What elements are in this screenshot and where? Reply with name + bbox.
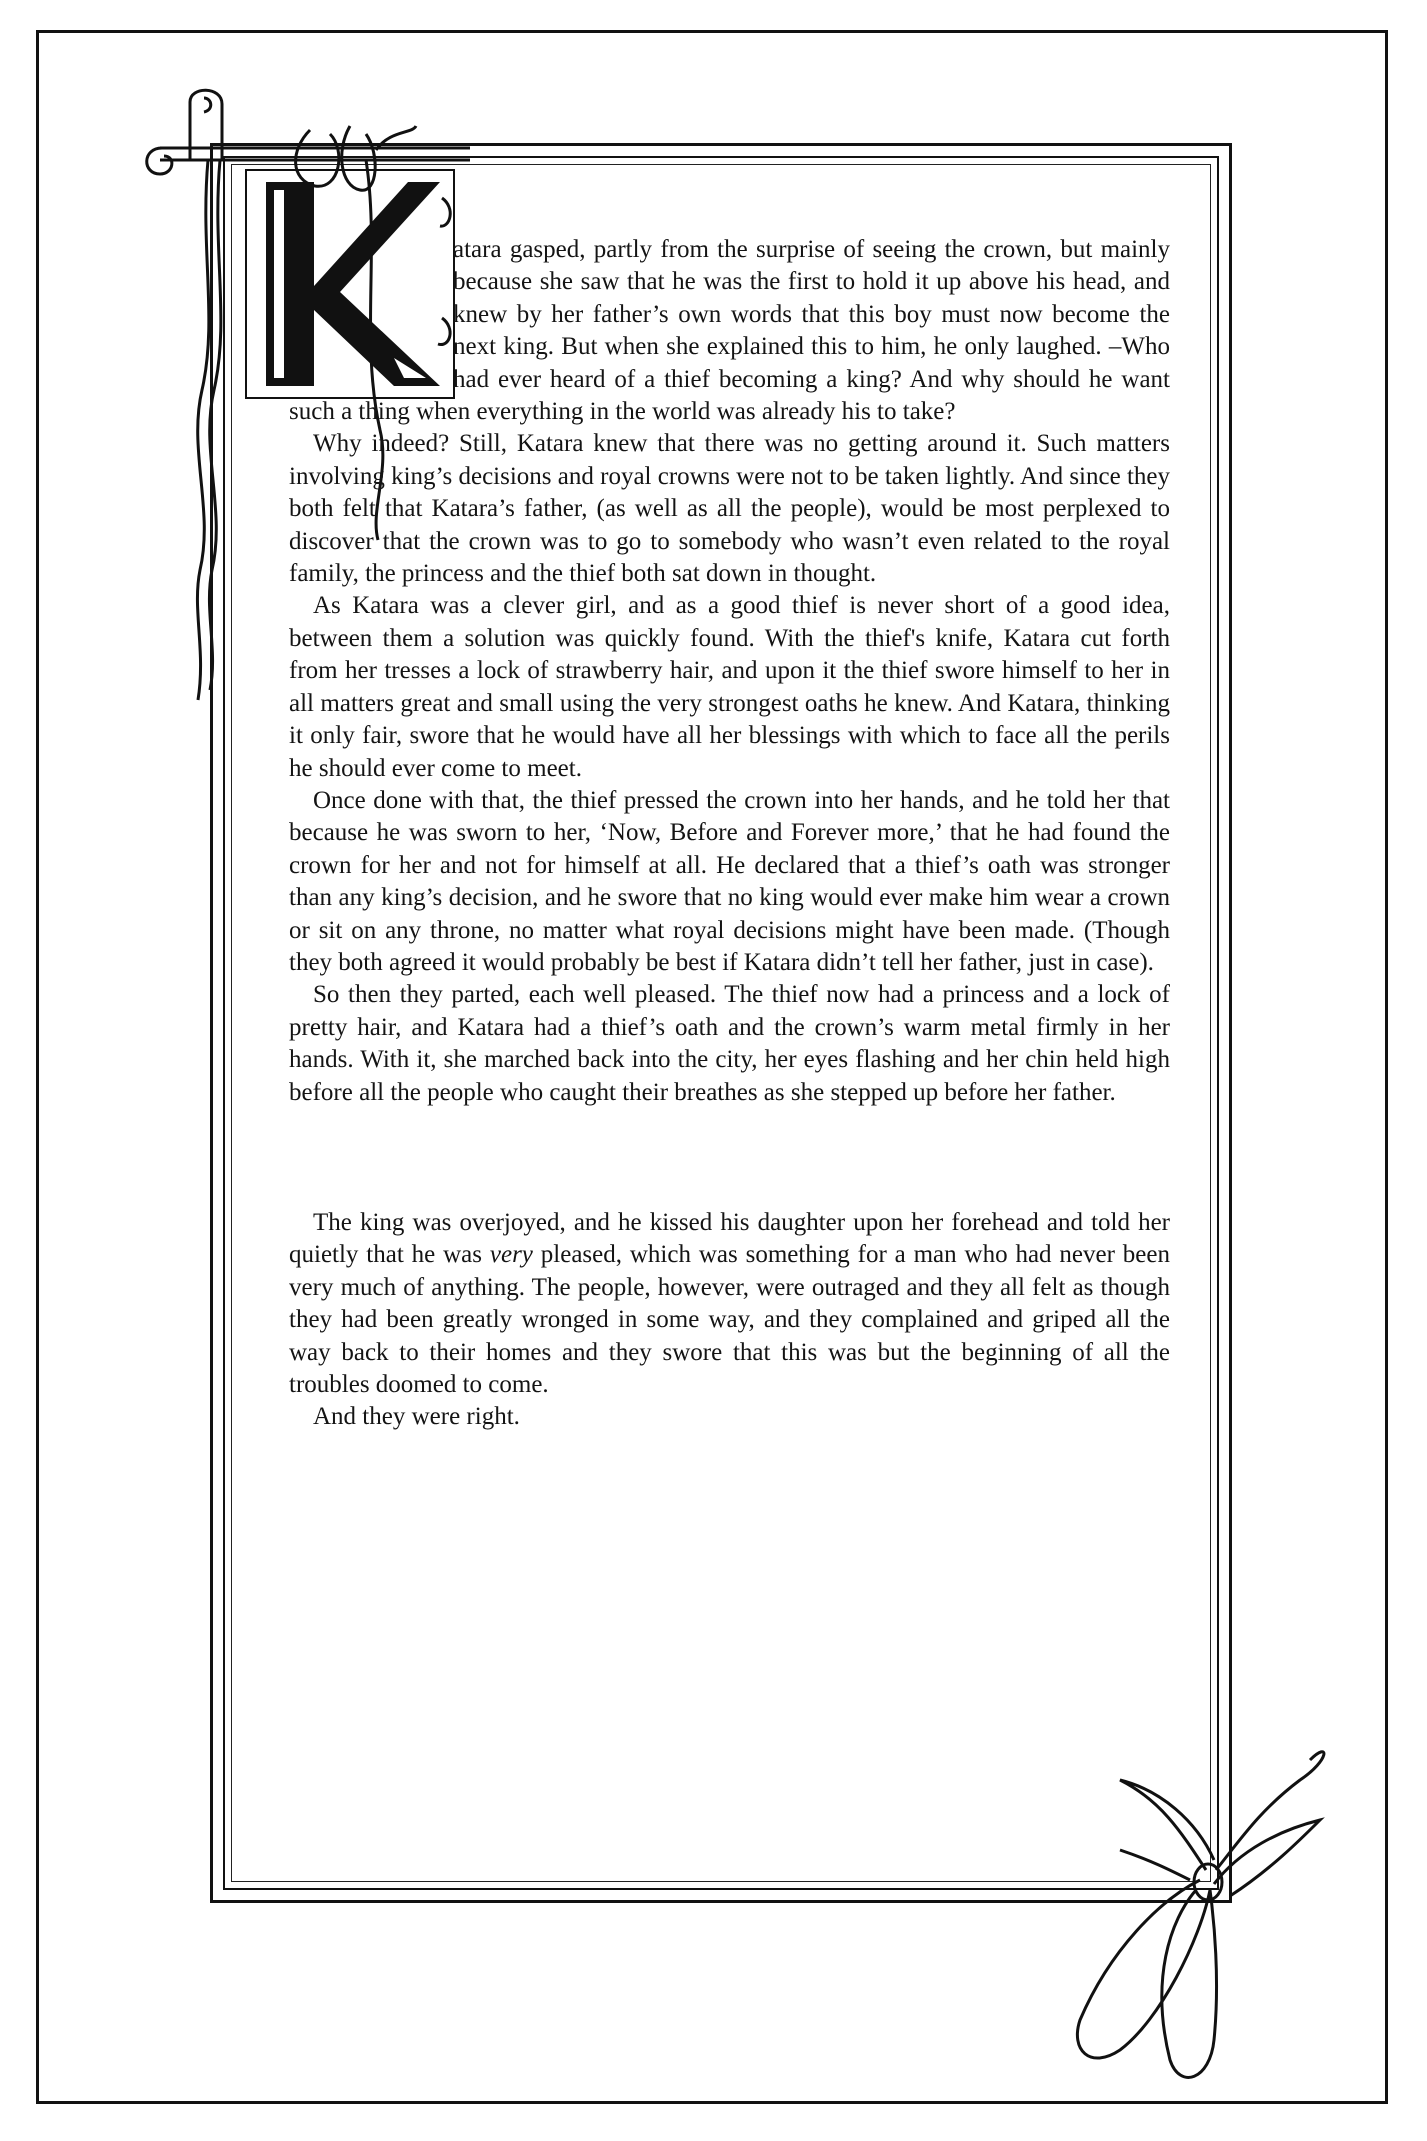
- ribbon-bow-ornament: [1000, 1720, 1360, 2100]
- paragraph-6: The king was overjoyed, and he kissed his daughter upon her forehead and told her quietly that he was very pleased, which was something for a man who had never been very much of anything. The people, however, were outraged and they all felt as though they had been greatly wronged in some way, and they complained and griped all the way back to their homes and they swore that this was but the beginning of all the troubles doomed to come.: [289, 1208, 1170, 1398]
- paragraph-5: So then they parted, each well pleased. The thief now had a princess and a lock of pretty hair, and Katara had a thief’s oath and the crown’s warm metal firmly in her hands. With it, she marched back into the city, her eyes flashing and her chin held high before all the people who caught their breathes as she stepped up before her father.: [289, 981, 1170, 1106]
- drop-cap-space: [289, 230, 453, 394]
- paragraph-1: atara gasped, partly from the surprise of seeing the crown, but mainly because she saw that he was the first to hold it up above his head, and knew by her father’s own words that this boy must now become the next king. But when she explained this to him, he only laughed. –Who had ever heard of a thief becoming a king? And why should he want such a thing when everything in the world was already his to take?: [289, 236, 1170, 426]
- section-gap: [289, 1109, 1170, 1207]
- story-text: [289, 234, 1170, 1434]
- paragraph-4: Once done with that, the thief pressed the crown into her hands, and he told her that because he was sworn to her, ‘Now, Before and Forever more,’ that he had found the crown for her and not for himself at all. He declared that a thief’s oath was stronger than any king’s decision, and he swore that no king would ever make him wear a crown or sit on any throne, no matter what royal decisions might have been made. (Though they both agreed it would probably be best if Katara didn’t tell her father, just in case).: [289, 786, 1170, 976]
- paragraph-3: As Katara was a clever girl, and as a good thief is never short of a good idea, between them a solution was quickly found. With the thief's knife, Katara cut forth from her tresses a lock of strawberry hair, and upon it the thief swore himself to her in all matters great and small using the very strongest oaths he knew. And Katara, thinking it only fair, swore that he would have all her blessings with which to face all the perils he should ever come to meet.: [289, 592, 1170, 782]
- paragraph-2: Why indeed? Still, Katara knew that there was no getting around it. Such matters involving king’s decisions and royal crowns were not to be taken lightly. And since they both felt that Katara’s father, (as well as all the people), would be most perplexed to discover that the crown was to go to somebody who wasn’t even related to the royal family, the princess and the thief both sat down in thought.: [289, 430, 1170, 588]
- paragraph-closing: And they were right.: [313, 1403, 520, 1431]
